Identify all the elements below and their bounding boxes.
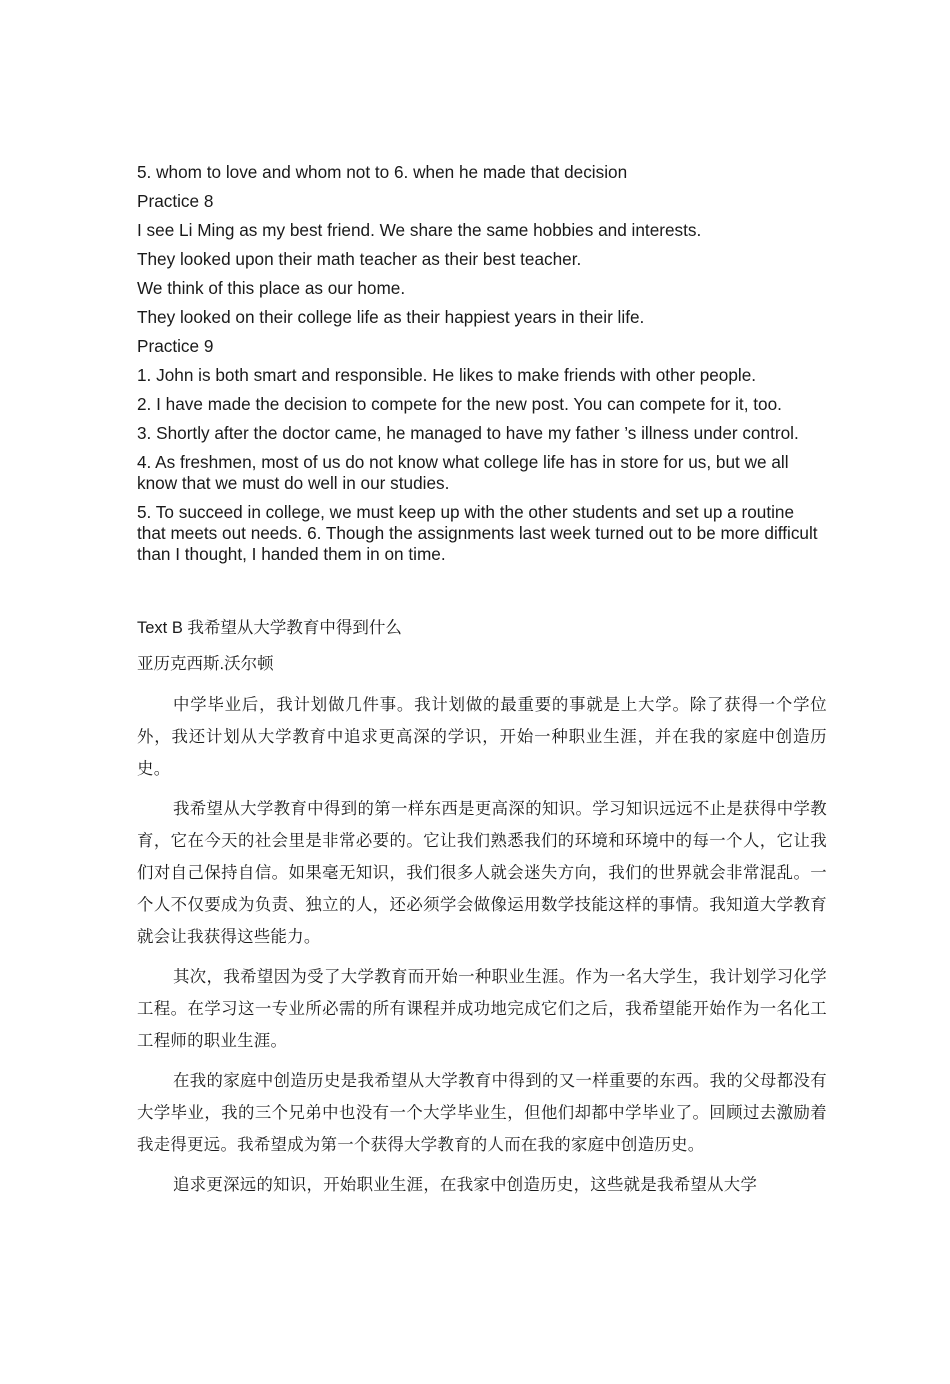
text-b-paragraph: 中学毕业后，我计划做几件事。我计划做的最重要的事就是上大学。除了获得一个学位外，我还计划从大学教育中追求更高深的学识，开始一种职业生涯，并在我的家庭中创造历史。 (137, 695, 827, 778)
answer-line: 1. John is both smart and responsible. He likes to make friends with other people. (137, 365, 757, 385)
text-b-author: 亚历克西斯.沃尔顿 (137, 655, 274, 673)
text-b-paragraph: 在我的家庭中创造历史是我希望从大学教育中得到的又一样重要的东西。我的父母都没有大学毕业，我的三个兄弟中也没有一个大学毕业生，但他们却都中学毕业了。回顾过去激励着我走得更远。我希望成为第一个获得大学教育的人而在我的家庭中创造历史。 (137, 1071, 827, 1154)
answer-line: They looked on their college life as their happiest years in their life. (137, 307, 645, 327)
answer-line: 2. I have made the decision to compete for the new post. You can compete for it, too. (137, 394, 782, 414)
section-gap (137, 573, 827, 617)
answer-line: I see Li Ming as my best friend. We share the same hobbies and interests. (137, 220, 702, 240)
text-b-paragraph: 其次，我希望因为受了大学教育而开始一种职业生涯。作为一名大学生，我计划学习化学工程。在学习这一专业所必需的所有课程并成功地完成它们之后，我希望能开始作为一名化工工程师的职业生涯。 (137, 967, 827, 1050)
text-b-paragraph: 我希望从大学教育中得到的第一样东西是更高深的知识。学习知识远远不止是获得中学教育，它在今天的社会里是非常必要的。它让我们熟悉我们的环境和环境中的每一个人，它让我们对自己保持自信。如果毫无知识，我们很多人就会迷失方向，我们的世界就会非常混乱。一个人不仅要成为负责、独立的人，还必须学会做像运用数学技能这样的事情。我知道大学教育就会让我获得这些能力。 (137, 799, 827, 946)
answer-line: We think of this place as our home. (137, 278, 406, 298)
answer-line: 5. To succeed in college, we must keep up with the other students and set up a routine that meets out needs. 6. Though the assignments last week turned out to be more difficult than I thought, I handed them in on time. (137, 502, 818, 564)
document-page (137, 162, 827, 1209)
practice-heading: Practice 9 (137, 336, 214, 356)
text-b-paragraph: 追求更深远的知识，开始职业生涯，在我家中创造历史，这些就是我希望从大学 (173, 1175, 758, 1194)
answer-line: 4. As freshmen, most of us do not know what college life has in store for us, but we all know that we must do well in our studies. (137, 452, 789, 493)
practice-heading: Practice 8 (137, 191, 214, 211)
answer-line: 3. Shortly after the doctor came, he managed to have my father ’s illness under control. (137, 423, 799, 443)
text-b-title: Text B 我希望从大学教育中得到什么 (137, 619, 402, 637)
answer-line: 5. whom to love and whom not to 6. when he made that decision (137, 162, 628, 182)
answer-line: They looked upon their math teacher as their best teacher. (137, 249, 582, 269)
